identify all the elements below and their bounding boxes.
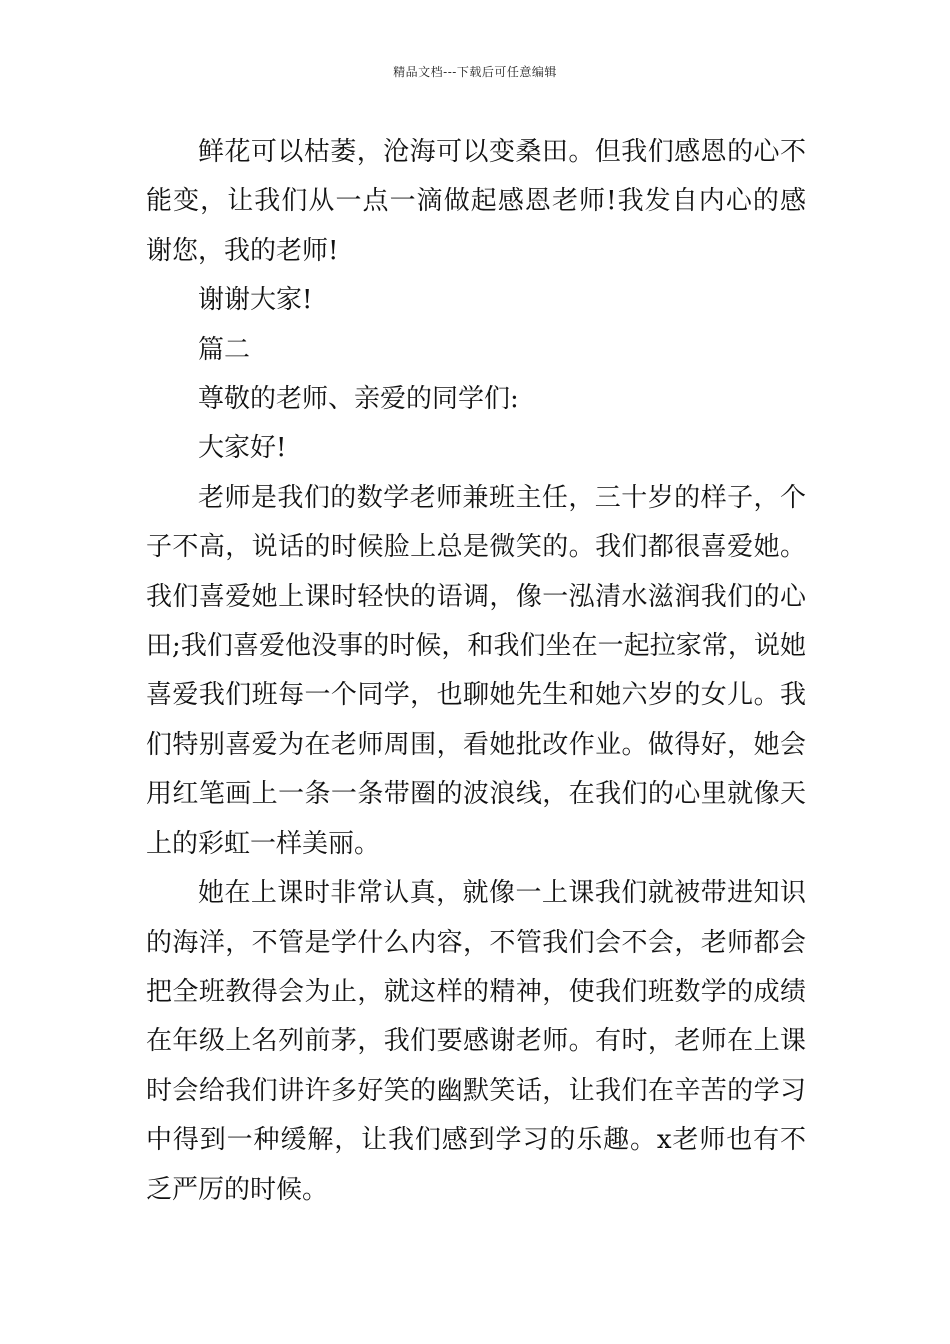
document-body bbox=[146, 128, 806, 1215]
salutation: 尊敬的老师、亲爱的同学们: bbox=[198, 384, 519, 415]
paragraph: 她在上课时非常认真，就像一上课我们就被带进知识的海洋，不管是学什么内容，不管我们会不会，老师都会把全班教得会为止，就这样的精神，使我们班数学的成绩在年级上名列前茅，我们要感谢老师。有时，老师在上课时会给我们讲许多好笑的幽默笑话，让我们在辛苦的学习中得到一种缓解，让我们感到学习的乐趣。x老师也有不乏严厉的时候。 bbox=[146, 878, 806, 1205]
section-heading: 篇二 bbox=[198, 334, 251, 365]
paragraph: 老师是我们的数学老师兼班主任，三十岁的样子，个子不高，说话的时候脸上总是微笑的。我们都很喜爱她。我们喜爱她上课时轻快的语调，像一泓清水滋润我们的心田;我们喜爱他没事的时候，和我们坐在一起拉家常，说她喜爱我们班每一个同学，也聊她先生和她六岁的女儿。我们特别喜爱为在老师周围，看她批改作业。做得好，她会用红笔画上一条一条带圈的波浪线，在我们的心里就像天上的彩虹一样美丽。 bbox=[146, 482, 806, 859]
greeting: 大家好! bbox=[198, 433, 287, 464]
paragraph: 谢谢大家! bbox=[198, 285, 313, 316]
paragraph: 鲜花可以枯萎，沧海可以变桑田。但我们感恩的心不能变，让我们从一点一滴做起感恩老师!我发自内心的感谢您，我的老师! bbox=[146, 137, 806, 266]
page-header: 精品文档---下载后可任意编辑 bbox=[393, 65, 557, 79]
